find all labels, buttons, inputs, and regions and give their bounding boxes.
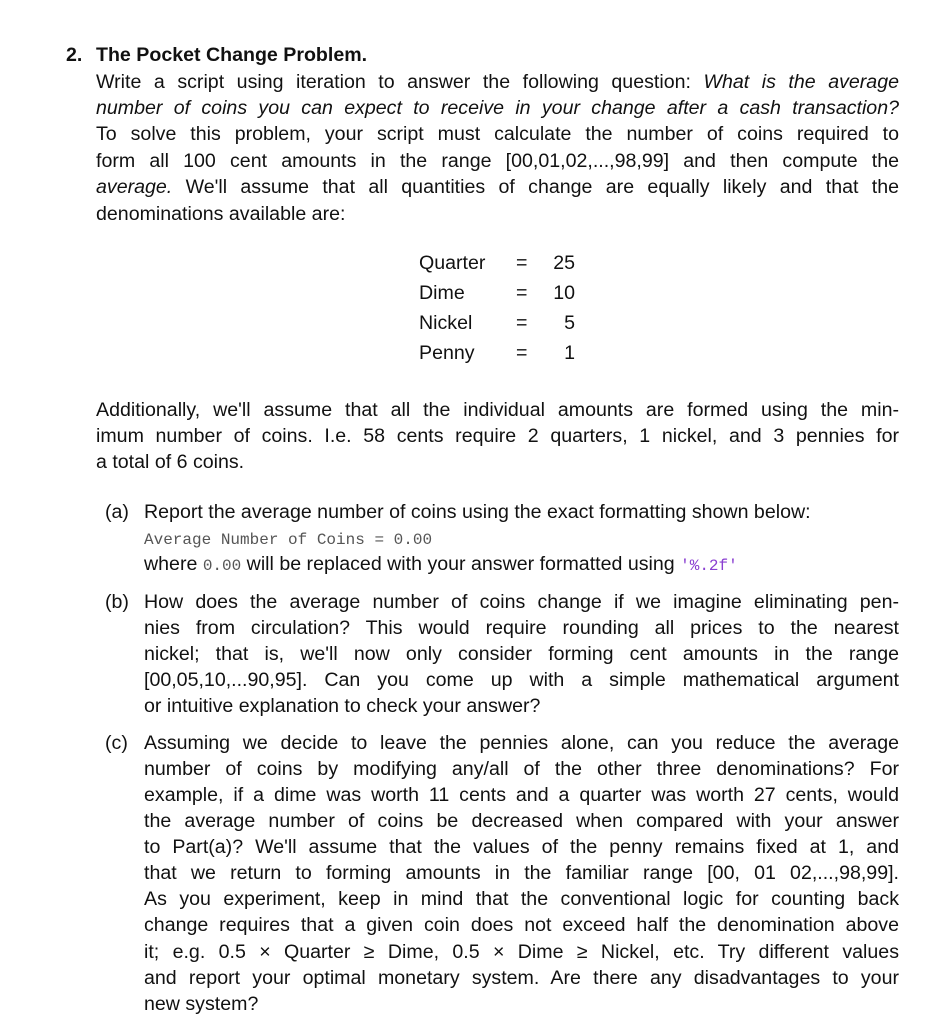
part-c-line: new system? <box>144 993 259 1015</box>
part-a-line-3: where 0.00 will be replaced with your answer formatted using '%.2f' <box>144 553 738 575</box>
problem-number: 2. <box>66 44 83 66</box>
part-c-line: that we return to forming amounts in the familiar range [00, 01 02,...,98,99]. <box>144 862 899 884</box>
intro-line-5: average. We'll assume that all quantities of change are equally likely and that the <box>96 176 899 198</box>
part-a-code-line: Average Number of Coins = 0.00 <box>144 531 433 549</box>
part-c-line: As you experiment, keep in mind that the conventional logic for counting back <box>144 888 899 910</box>
part-b-line: or intuitive explanation to check your answer? <box>144 695 541 717</box>
part-c-line: and report your optimal monetary system. Are there any disadvantages to your <box>144 967 899 989</box>
part-c-line: change requires that a given coin does not exceed half the denomination above <box>144 914 899 936</box>
intro-line-1: Write a script using iteration to answer the following question: What is the average <box>96 71 899 93</box>
part-c-line: it; e.g. 0.5 × Quarter ≥ Dime, 0.5 × Dime ≥ Nickel, etc. Try different values <box>144 941 899 963</box>
denom-name: Quarter <box>419 252 486 274</box>
denom-name: Nickel <box>419 312 473 334</box>
part-b-line: [00,05,10,...90,95]. Can you come up with a simple mathematical argument <box>144 669 899 691</box>
part-a-line-1: Report the average number of coins using the exact formatting shown below: <box>144 501 811 523</box>
denom-eq: = <box>516 342 528 364</box>
intro-line-2: number of coins you can expect to receive in your change after a cash transaction? <box>96 97 899 119</box>
intro-line-3: To solve this problem, your script must calculate the number of coins required to <box>96 123 899 145</box>
part-c-line: Assuming we decide to leave the pennies alone, can you reduce the average <box>144 732 899 754</box>
part-b-line: How does the average number of coins change if we imagine eliminating pen- <box>144 591 899 613</box>
part-c-line: number of coins by modifying any/all of the other three denominations? For <box>144 758 899 780</box>
part-c-line: the average number of coins be decreased when compared with your answer <box>144 810 899 832</box>
denom-eq: = <box>516 312 528 334</box>
denom-eq: = <box>516 252 528 274</box>
additional-line-2: imum number of coins. I.e. 58 cents require 2 quarters, 1 nickel, and 3 pennies for <box>96 425 899 447</box>
denom-name: Penny <box>419 342 475 364</box>
part-b-line: nickel; that is, we'll now only consider forming cent amounts in the range <box>144 643 899 665</box>
problem-title: The Pocket Change Problem. <box>96 44 368 66</box>
part-c-label: (c) <box>105 732 128 754</box>
denom-value: 1 <box>564 342 575 364</box>
additional-line-1: Additionally, we'll assume that all the individual amounts are formed using the min- <box>96 399 899 421</box>
part-b-label: (b) <box>105 591 129 613</box>
denom-name: Dime <box>419 282 465 304</box>
part-b-line: nies from circulation? This would require rounding all prices to the nearest <box>144 617 899 639</box>
denom-value: 25 <box>553 252 575 274</box>
intro-line-6: denominations available are: <box>96 203 346 225</box>
part-a-label: (a) <box>105 501 129 523</box>
part-c-line: example, if a dime was worth 11 cents and a quarter was worth 27 cents, would <box>144 784 899 806</box>
additional-line-3: a total of 6 coins. <box>96 451 245 473</box>
denom-eq: = <box>516 282 528 304</box>
denom-value: 5 <box>564 312 575 334</box>
intro-line-4: form all 100 cent amounts in the range [00,01,02,...,98,99] and then compute the <box>96 150 899 172</box>
denom-value: 10 <box>553 282 575 304</box>
part-c-line: to Part(a)? We'll assume that the values of the penny remains fixed at 1, and <box>144 836 899 858</box>
